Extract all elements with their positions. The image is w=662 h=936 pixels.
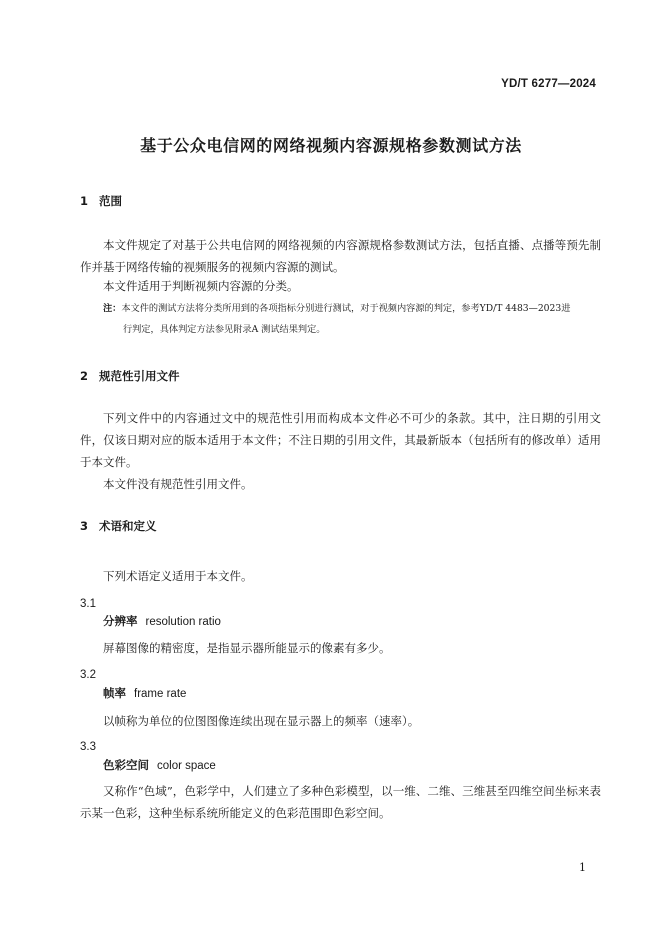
term-name-en: color space	[157, 760, 216, 772]
scope-paragraph-1: 本文件规定了对基于公共电信网的网络视频的内容源规格参数测试方法，包括直播、点播等预先制作并基于网络传输的视频服务的视频内容源的测试。	[80, 238, 601, 274]
section-heading-scope	[80, 193, 122, 209]
section-number: 2	[80, 369, 89, 383]
standard-code: YD/T 6277—2024	[501, 78, 596, 90]
term-name-cn: 色彩空间	[103, 758, 149, 772]
normative-paragraph-2: 本文件没有规范性引用文件。	[103, 477, 253, 491]
term-name-cn: 分辨率	[103, 614, 138, 628]
page-number: 1	[579, 861, 586, 874]
term-name-cn: 帧率	[103, 686, 126, 700]
note-label: 注：	[103, 303, 122, 314]
section-title: 术语和定义	[99, 519, 157, 533]
scope-paragraph-2: 本文件适用于判断视频内容源的分类。	[103, 279, 299, 293]
term-number: 3.3	[80, 741, 96, 753]
section-heading-normative	[80, 368, 180, 384]
normative-paragraph-1: 下列文件中的内容通过文中的规范性引用而构成本文件必不可少的条款。其中，注日期的引用文件，仅该日期对应的版本适用于本文件；不注日期的引用文件，其最新版本（包括所有的修改单）适用于本文件。	[80, 411, 601, 469]
section-heading-terms	[80, 518, 157, 534]
term-number: 3.2	[80, 669, 96, 681]
term-name	[103, 613, 221, 629]
term-name-en: resolution ratio	[145, 616, 221, 628]
term-definition: 又称作“色域”，色彩学中，人们建立了多种色彩模型，以一维、二维、三维甚至四维空间坐标来表示某一色彩，这种坐标系统所能定义的色彩范围即色彩空间。	[80, 784, 601, 820]
section-number: 3	[80, 519, 89, 533]
term-number: 3.1	[80, 598, 96, 610]
section-title: 规范性引用文件	[99, 369, 180, 383]
document-title: 基于公众电信网的网络视频内容源规格参数测试方法	[140, 136, 522, 155]
section-title: 范围	[99, 194, 122, 208]
term-definition: 以帧称为单位的位图图像连续出现在显示器上的频率（速率）。	[103, 714, 420, 728]
terms-intro: 下列术语定义适用于本文件。	[103, 569, 253, 583]
term-definition: 屏幕图像的精密度，是指显示器所能显示的像素有多少。	[103, 641, 391, 655]
term-name	[103, 685, 186, 701]
note-line-1: 本文件的测试方法将分类所用到的各项指标分别进行测试，对于视频内容源的判定，参考YD/T 4483—2023进	[121, 303, 571, 314]
term-name-en: frame rate	[134, 688, 187, 700]
scope-note	[103, 298, 603, 340]
note-line-2: 行判定，具体判定方法参见附录A 测试结果判定。	[123, 324, 326, 335]
term-name	[103, 757, 216, 773]
section-number: 1	[80, 194, 89, 208]
